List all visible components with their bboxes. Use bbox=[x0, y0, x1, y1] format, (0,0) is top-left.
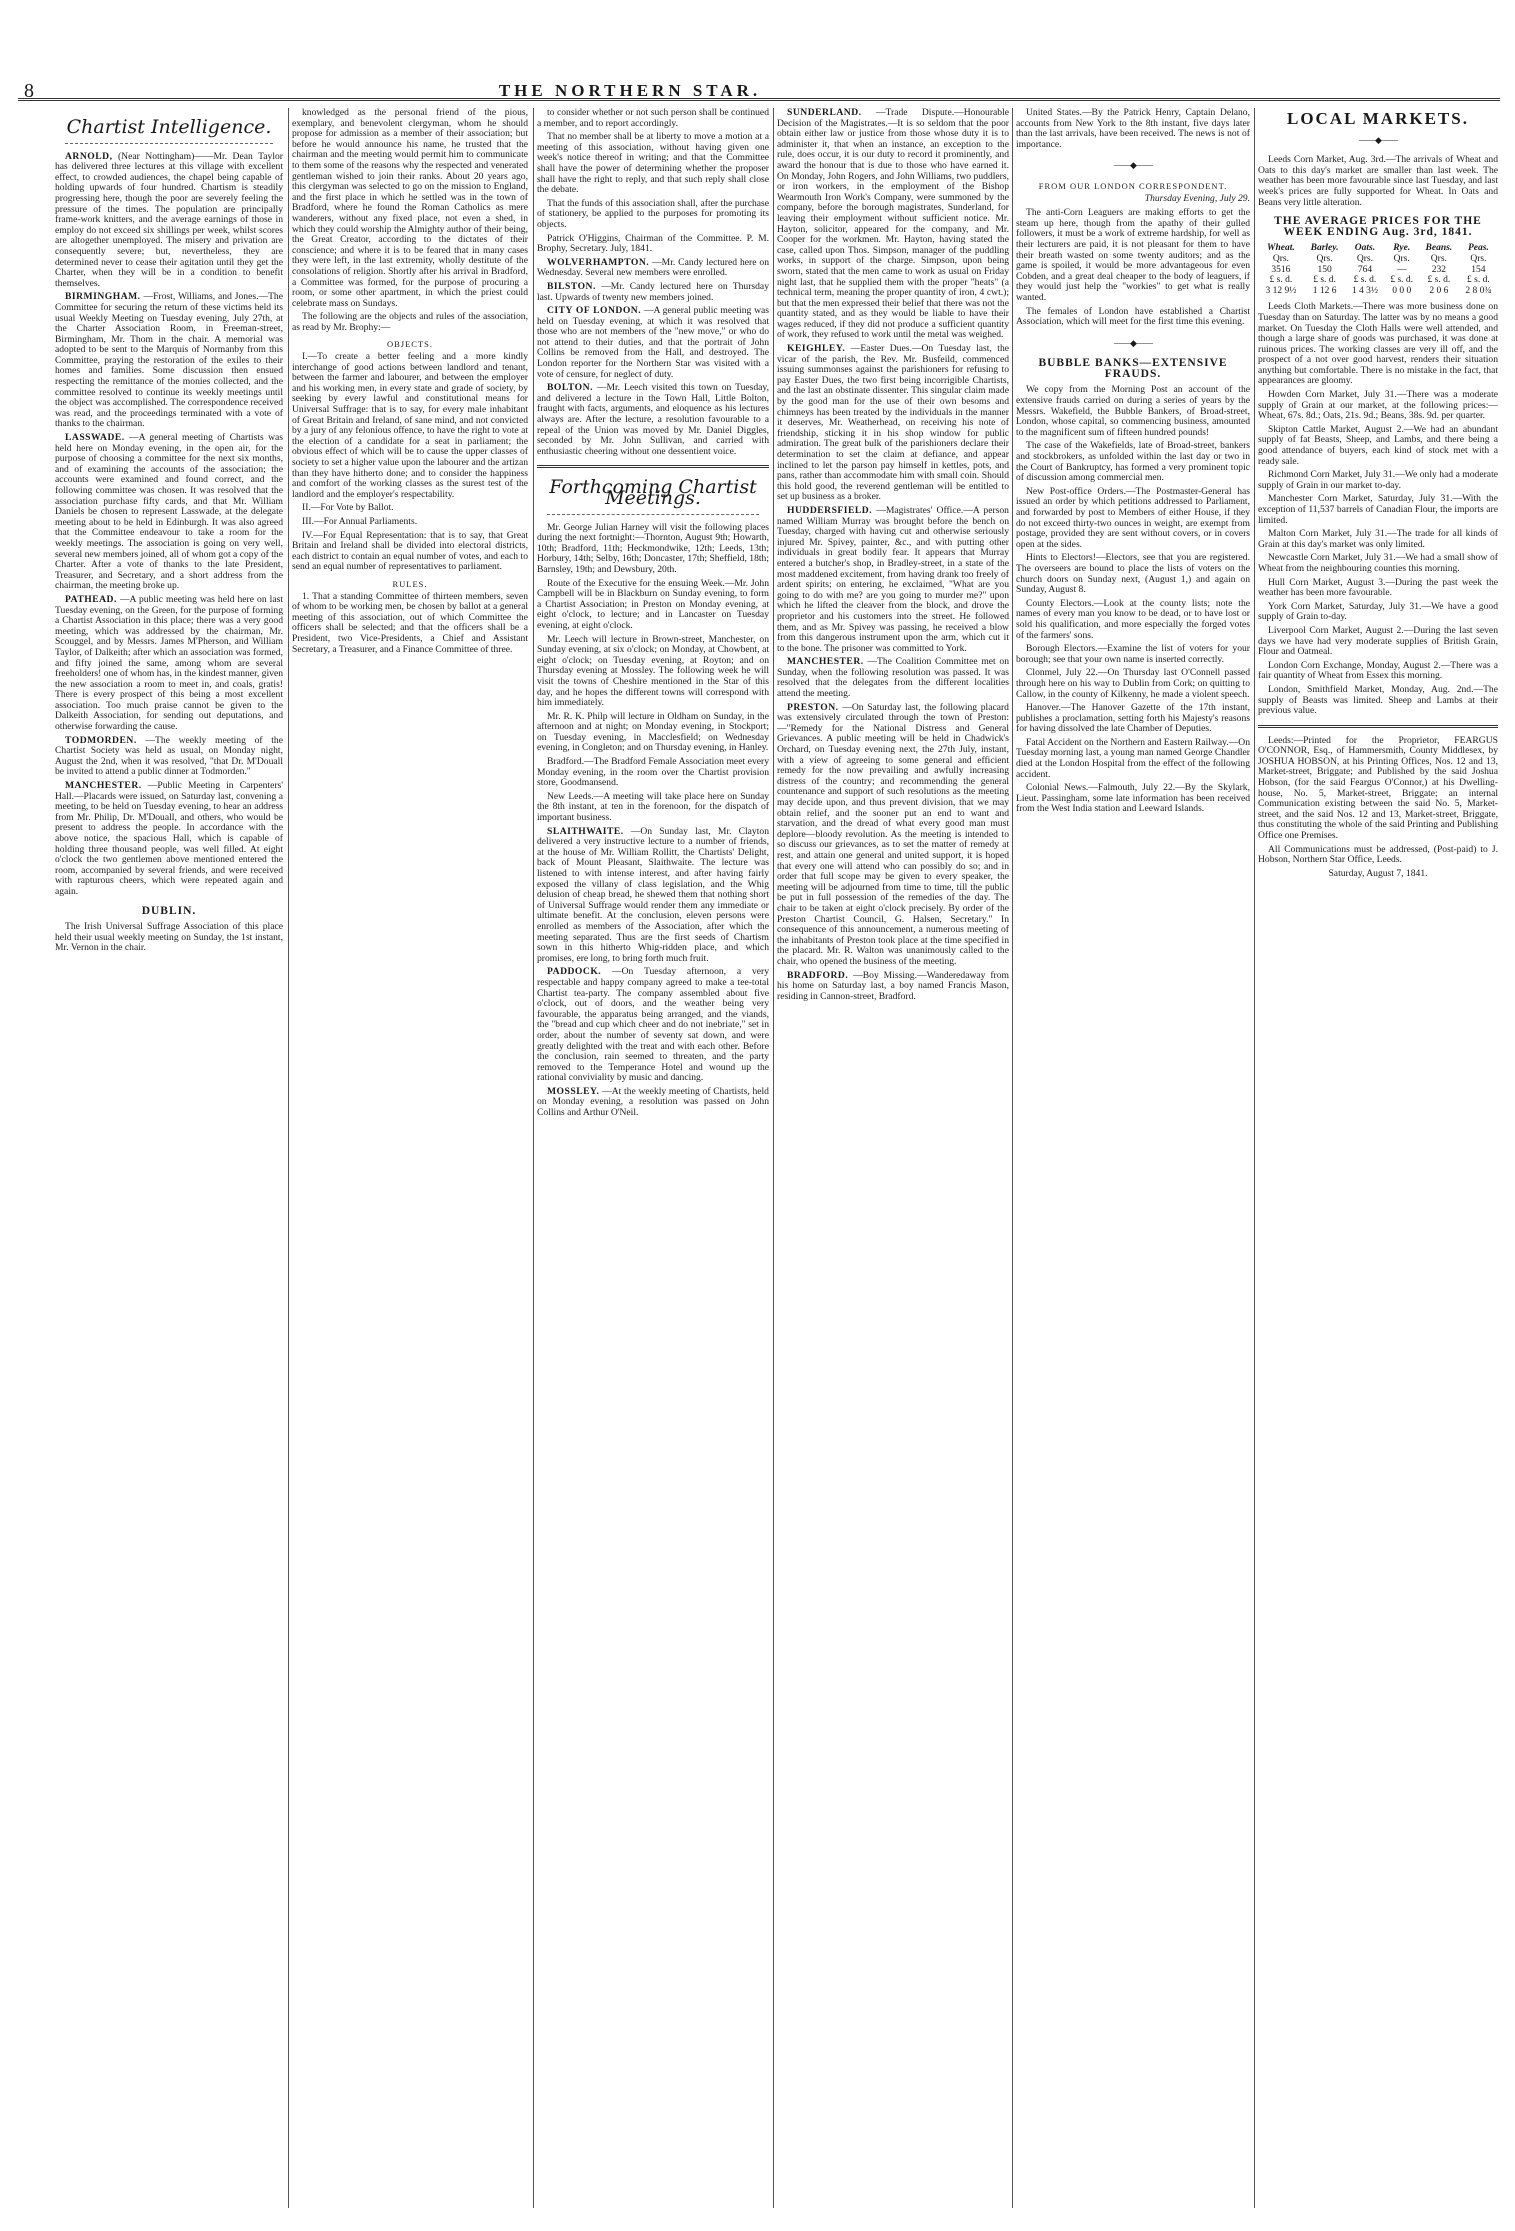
article-paragraph bbox=[1016, 599, 1250, 641]
article-paragraph bbox=[1016, 703, 1250, 735]
article-dateline: BIRMINGHAM. bbox=[65, 291, 141, 303]
ornament-divider: ——◆—— bbox=[1114, 337, 1152, 348]
article-text: Leeds Cloth Markets.—There was more business done on Tuesday than on Saturday. The latter was by no means a good market. On Tuesday the Cloth Halls were well attended, and though a large share of goods was purchased, it was done at ruinous prices. The working classes are very ill off, and the prospect of a not over good harvest, renders their situation anything but comfortable. There is no mistake in the fact, that appearances are gloomy. bbox=[1258, 301, 1498, 387]
article-text: That no member shall be at liberty to move a motion at a meeting of this association, without having given one week's notice thereof in writing; and that the Committee shall have the power of determining whether the proposer shall have the right to reply, and that such reply shall close the debate. bbox=[537, 131, 769, 196]
table-cell: £ s. d. bbox=[1353, 275, 1377, 286]
article-text: —A general meeting of Chartists was held here on Monday evening, in the open air, for the purpose of choosing a committee for the next six months, and of examining the accounts of the association; the accounts were examined and found correct, and the following committee was chosen. It was resolved that the association purchase fifty cards, and that Mr. William Daniels be chosen to represent Lasswade, at the delegate meeting about to be held in Edinburgh. It was also agreed that the Committee endeavour to take a room for the weekly meetings. The association is going on very well, several new members joined, all of whom got a copy of the Charter. After a vote of thanks to the late President, Treasurer, and Secretary, and a short address from the chairman, the meeting broke up. bbox=[55, 432, 283, 592]
table-cell: 1 12 6 bbox=[1312, 285, 1337, 296]
article-paragraph bbox=[537, 712, 769, 754]
table-cell: 0 0 0 bbox=[1392, 285, 1412, 296]
table-cell: Qrs. bbox=[1470, 253, 1487, 264]
article-paragraph bbox=[1258, 302, 1498, 387]
article-paragraph bbox=[537, 792, 769, 824]
article-paragraph bbox=[292, 531, 528, 573]
table-row bbox=[1258, 275, 1498, 286]
article-paragraph bbox=[55, 152, 283, 290]
article-paragraph bbox=[1016, 441, 1250, 483]
article-text: Hull Corn Market, August 3.—During the past week the weather has been more favourable. bbox=[1258, 576, 1498, 599]
article-text: Leeds:—Printed for the Proprietor, FEARGUS O'CONNOR, Esq., of Hammersmith, County Middlesex, by JOSHUA HOBSON, at his Printing Offices, Nos. 12 and 13, Market-street, Briggate; and Published by the said Joshua Hobson, (for the said Feargus O'Connor,) at his Dwelling-house, No. 5, Market-street, Briggate; an internal Communication existing between the said No. 5, Market-street, and the said Nos. 12 and 13, Market-street, Briggate, thus constituting the whole of the said Printing and Publishing Office one Premises. bbox=[1258, 734, 1498, 842]
table-cell: Rye. bbox=[1393, 243, 1411, 254]
article-paragraph bbox=[1016, 738, 1250, 780]
table-cell: £ s. d. bbox=[1390, 275, 1414, 286]
article-text: —Frost, Williams, and Jones.—The Committee for securing the return of these victims held its usual Weekly Meeting on Tuesday evening, July 27th, at the Charter Association Room, in Freeman-street, Birmingham, Mr. Thom in the chair. A memorial was adopted to be sent to the Marquis of Normanby from this Committee, praying the restoration of the exiles to their homes and families. Some discussion then ensued respecting the remittance of the monies collected, and the committee resolved to continue its weekly meetings until the object was accomplished. The correspondence received was read, and the proceedings terminated with a vote of thanks to the chairman. bbox=[55, 291, 283, 430]
article-paragraph bbox=[1258, 736, 1498, 842]
article-text: Skipton Cattle Market, August 2.—We had an abundant supply of fat Beasts, Sheep, and Lambs, and there being a good attendance of buyers, each kind of stock met with a ready sale. bbox=[1258, 423, 1498, 467]
section-heading: Chartist Intelligence. bbox=[66, 116, 272, 138]
article-text: II.—For Vote by Ballot. bbox=[302, 502, 394, 514]
article-text: Borough Electors.—Examine the list of voters for your borough; see that your own name is inserted correctly. bbox=[1016, 643, 1250, 665]
column-divider bbox=[533, 108, 534, 2208]
article-text: Newcastle Corn Market, July 31.—We had a small show of Wheat from the neighbouring counties this morning. bbox=[1258, 552, 1498, 574]
article-text: —A public meeting was held here on last Tuesday evening, on the Green, for the purpose of forming a Chartist Association in this place; there was a very good meeting, which was addressed by the chairman, Mr. Scouggel, and by Messrs. James M'Pherson, and William Taylor, of Dalkeith; after which an association was formed, and fifty joined the same, among whom are several freeholders! one of whom has, in the kindest manner, given the new association a room to meet in, and coals, gratis! There is every prospect of this being a most excellent association. Too much praise cannot be given to the Dalkeith Association, for sending out deputations, and otherwise forwarding the cause. bbox=[55, 593, 283, 733]
article-paragraph bbox=[1016, 783, 1250, 815]
article-text: IV.—For Equal Representation: that is to say, that Great Britain and Ireland shall be divided into electoral districts, each district to contain an equal number of votes, and each to send an equal number of representatives to parliament. bbox=[292, 529, 528, 573]
article-paragraph bbox=[1258, 626, 1498, 658]
article-text: —A general public meeting was held on Tuesday evening, at which it was resolved that those who are not members of the "new move," or who do not attend to their duties, and that the portrait of John Collins be removed from the Hall, and destroyed. The London reporter for the Northern Star was visited with a vote of censure, for neglect of duty. bbox=[537, 305, 769, 380]
article-text: That the funds of this association shall, after the purchase of stationery, be applied to the purposes for promoting its objects. bbox=[537, 197, 769, 230]
article-paragraph bbox=[537, 258, 769, 279]
article-text: Hanover.—The Hanover Gazette of the 17th instant, publishes a proclamation, setting forth his Majesty's reasons for having dissolved the late Chamber of Deputies. bbox=[1016, 702, 1250, 735]
article-paragraph bbox=[777, 506, 1009, 654]
masthead-rule bbox=[18, 98, 1500, 101]
article-paragraph bbox=[1016, 668, 1250, 700]
table-cell: Qrs. bbox=[1316, 253, 1333, 264]
article-paragraph bbox=[292, 108, 528, 309]
subheading: OBJECTS. bbox=[386, 339, 434, 350]
article-dateline: ARNOLD, bbox=[65, 150, 113, 162]
article-paragraph bbox=[1258, 553, 1498, 574]
article-dateline: MANCHESTER. bbox=[787, 656, 864, 668]
article-text: The case of the Wakefields, late of Broad-street, bankers and stockbrokers, as unfolded within the last day or two in the Court of Bankruptcy, has formed a very prominent topic of discussion among commercial men. bbox=[1016, 440, 1250, 484]
article-text: Colonial News.—Falmouth, July 22.—By the Skylark, Lieut. Passingham, some late information has been received from the West India station and Leeward Islands. bbox=[1016, 782, 1250, 815]
article-paragraph bbox=[1016, 553, 1250, 595]
article-text: —The weekly meeting of the Chartist Society was held as usual, on Monday night, August the 2nd, when it was resolved, "that Dr. M'Douall be invited to attend a public dinner at Todmorden." bbox=[55, 734, 283, 778]
article-paragraph bbox=[537, 579, 769, 632]
table-cell: Qrs. bbox=[1430, 253, 1447, 264]
article-paragraph bbox=[292, 312, 528, 333]
article-text: London Corn Exchange, Monday, August 2.—There was a fair quantity of Wheat from Essex this morning. bbox=[1258, 659, 1498, 682]
dashed-rule bbox=[547, 514, 759, 515]
table-cell: Peas. bbox=[1467, 243, 1489, 254]
table-cell: £ s. d. bbox=[1427, 275, 1451, 286]
table-cell: Beans. bbox=[1425, 243, 1453, 254]
table-cell: Qrs. bbox=[1393, 253, 1410, 264]
table-cell: Oats. bbox=[1354, 243, 1376, 254]
article-text: knowledged as the personal friend of the pious, exemplary, and benevolent clergyman, whom he should propose for admission as a member of their association; but before he would announce his name, he trusted that the chairman and the meeting would permit him to communicate to them some of the reasons why the respected and venerated gentleman wished to join their ranks. About 20 years ago, this clergyman was selected to go on the mission to England, and the first place in which he settled was in the town of Bradford, where he found the Roman Catholics as mere wanderers, without any fixed place, not even a shed, in which they could worship the Almighty author of their being, the Great Creator, according to the dictates of their conscience; and where it is to be feared that in many cases they were left, in the last extremity, wholly destitute of the consolations of religion. Shortly after his arrival in Bradford, a Committee was formed, for the purpose of procuring a room, or some other apartment, in which the priest could celebrate mass on Sundays. bbox=[292, 108, 528, 309]
issue-date: Saturday, August 7, 1841. bbox=[1328, 867, 1428, 879]
table-cell: Qrs. bbox=[1356, 253, 1373, 264]
article-text: —At the weekly meeting of Chartists, held on Monday evening, a resolution was passed on John Collins and Arthur O'Neil. bbox=[537, 1085, 769, 1119]
article-text: Mr. Leech will lecture in Brown-street, Manchester, on Sunday evening, at six o'clock; on Monday, at Chowbent, at eight o'clock; on Tuesday evening, at Royton; and on Thursday evening at Mossley. The following week he will visit the towns of Cheshire mentioned in the Star of this day, and he hopes the different towns will correspond with him immediately. bbox=[537, 633, 769, 709]
article-text: III.—For Annual Parliaments. bbox=[302, 515, 418, 527]
table-cell: — bbox=[1396, 264, 1407, 275]
table-cell: £ s. d. bbox=[1467, 275, 1490, 286]
article-paragraph bbox=[1258, 494, 1498, 526]
article-paragraph bbox=[777, 344, 1009, 503]
article-dateline: CITY OF LONDON. bbox=[547, 305, 642, 317]
article-paragraph bbox=[55, 292, 283, 430]
article-paragraph bbox=[1258, 578, 1498, 599]
article-text: —On Saturday last, the following placard was extensively circulated through the town of Preston:—"Remedy for the National Distress and General Grievances. A public meeting will be held in Chadwick's Orchard, on Tuesday evening next, the 27th July, instant, with a view of agreeing to some general and efficient remedy for the now prevailing and awfully increasing distress of the country; and recommending the general countenance and support of such resolutions as the meeting may decide upon, and thus prevent division, that we may obtain relief, and the sooner put an end to want and starvation, and the dread of what every good man must deplore—bloody revolution. As the meeting is intended to so discuss our grievances, as to set the matter of remedy at rest, and attain one general and united support, it is hoped that every one will attend who can possibly do so; and in order that full scope may be given to every speaker, the meeting will be adjourned from time to time, till the public be put in full possession of the remedies of the day. The chair to be taken at eight o'clock precisely. By order of the Preston Chartist Council, G. Halsen, Secretary." In consequence of this announcement, a numerous meeting of the inhabitants of Preston took place at the time specified in the placard. Mr. R. Walton was unanimously called to the chair, who opened the business of the meeting. bbox=[777, 701, 1009, 967]
double-rule bbox=[537, 465, 769, 468]
article-text: I.—To create a better feeling and a more kindly interchange of good actions between landlord and tenant, between the farmer and labourer, and between the employer and his working men, in every state and grade of society, by seeking by every lawful and constitutional means for Universal Suffrage: that is to say, for every male inhabitant of Great Britain and Ireland, of sane mind, and not convicted by a jury of any felonious offence, to have the right to vote at the election of a candidate for a seat in parliament; the obvious effect of which will be to cause the upper classes of society to set a higher value upon the labourer and the artizan than they have hitherto done; and to consider the happiness and comfort of the working classes as the surest test of the landlord and the employer's respectability. bbox=[292, 351, 528, 500]
article-paragraph bbox=[292, 503, 528, 514]
section-heading: Forthcoming Chartist Meetings. bbox=[549, 476, 757, 509]
article-text: Mr. George Julian Harney will visit the following places during the next fortnight:—Thornton, August 9th; Howarth, 10th; Bradford, 11th; Heckmondwike, 12th; Leeds, 13th; Horbury, 14th; Selby, 16th; Doncaster, 17th; Sheffield, 18th; Barnsley, 19th; and Dewsbury, 20th. bbox=[537, 521, 769, 575]
ornament-divider: ——◆—— bbox=[1359, 134, 1397, 145]
article-text: to consider whether or not such person shall be continued a member, and to report accordingly. bbox=[537, 108, 769, 129]
article-paragraph bbox=[1258, 425, 1498, 467]
article-text: (Near Nottingham)——Mr. Dean Taylor has delivered three lectures at this village with excellent effect, to crowded audiences, the chapel being capable of holding upwards of four hundred. Chartism is steadily progressing here, though the poor are severely feeling the pressure of the times. The population are principally frame-work knitters, and the average earnings of those in employ do not exceed six shillings per week, whilst scores are altogether unemployed. The misery and privation are consequently severe; but, nevertheless, they are determined never to cease their agitation until they get the Charter, when they will be in a condition to benefit themselves. bbox=[55, 150, 283, 289]
article-paragraph bbox=[1258, 529, 1498, 550]
article-paragraph bbox=[1016, 208, 1250, 303]
article-paragraph bbox=[1258, 155, 1498, 208]
table-row bbox=[1258, 254, 1498, 265]
column-divider bbox=[1012, 108, 1013, 2208]
article-text: Manchester Corn Market, Saturday, July 31.—With the exception of 11,537 barrels of Canadian Flour, the imports are limited. bbox=[1258, 493, 1498, 526]
article-paragraph bbox=[537, 282, 769, 303]
table-cell: 232 bbox=[1431, 264, 1446, 275]
article-paragraph bbox=[292, 352, 528, 500]
table-cell: £ s. d. bbox=[1269, 275, 1293, 286]
table-cell: 3 12 9½ bbox=[1265, 285, 1297, 296]
article-paragraph bbox=[1258, 602, 1498, 623]
table-row bbox=[1258, 243, 1498, 254]
article-headline: THE AVERAGE PRICES FOR THE WEEK ENDING Aug. 3rd, 1841. bbox=[1274, 215, 1482, 238]
column-3 bbox=[537, 108, 769, 2208]
article-text: Route of the Executive for the ensuing Week.—Mr. John Campbell will be in Blackburn on Sunday evening, to form a Chartist Association; in Preston on Monday evening, at eight o'clock, to lecture; and in Lancaster on Tuesday evening, at eight o'clock. bbox=[537, 577, 769, 631]
article-dateline: PADDOCK. bbox=[547, 966, 602, 978]
table-cell: Wheat. bbox=[1267, 243, 1295, 254]
article-paragraph bbox=[1016, 307, 1250, 328]
article-paragraph bbox=[55, 433, 283, 592]
article-text: United States.—By the Patrick Henry, Captain Delano, accounts from New York to the 8th instant, five days later than the last arrivals, have been received. The news is not of importance. bbox=[1016, 108, 1250, 150]
article-text: The females of London have established a Chartist Association, which will meet for the first time this evening. bbox=[1016, 305, 1250, 328]
column-6 bbox=[1258, 108, 1498, 2208]
article-text: Liverpool Corn Market, August 2.—During the last seven days we have had very moderate supplies of British Grain, Flour and Oatmeal. bbox=[1258, 624, 1498, 658]
article-paragraph bbox=[537, 523, 769, 576]
column-2 bbox=[292, 108, 528, 2208]
article-text: —Magistrates' Office.—A person named William Murray was brought before the bench on Tuesday, charged with having cut and otherwise seriously injured Mr. Spivey, painter, &c., and with putting other individuals in great bodily fear. It appears that Murray entered a butcher's shop, in Bradley-street, in a state of the most maddened excitement, from having drank too freely of ardent spirits; on entering, he exclaimed, "What are you going to do with me? are you going to murder me?" upon which he lifted the cleaver from the block, and drove the proprietor and his customers into the street. He followed them, and as Mr. Spivey was passing, he received a blow from this dangerous instrument upon the arm, which cut it to the bone. The prisoner was committed to York. bbox=[777, 504, 1009, 654]
article-paragraph bbox=[55, 736, 283, 778]
article-paragraph bbox=[537, 199, 769, 231]
article-paragraph bbox=[1016, 644, 1250, 665]
table-row bbox=[1258, 286, 1498, 297]
article-text: —Public Meeting in Carpenters' Hall.—Placards were issued, on Saturday last, convening a meeting, to be held on Tuesday evening, to hear an address from Mr. Philip, Dr. M'Douall, and others, who would be present to address the people. In accordance with the above notice, the spacious Hall, which is capable of holding three thousand people, was well filled. At eight o'clock the two gentlemen above mentioned entered the room, accompanied by several friends, and were received with rapturous cheers, which were repeated again and again. bbox=[55, 780, 283, 897]
article-text: York Corn Market, Saturday, July 31.—We have a good supply of Grain to-day. bbox=[1258, 600, 1498, 623]
article-paragraph bbox=[1258, 661, 1498, 682]
article-text: 1. That a standing Committee of thirteen members, seven of whom to be working men, be chosen by ballot at a general meeting of this association, out of which Committee the officers shall be selected; and that the officers shall be a President, two Vice-Presidents, a Chief and Assistant Secretary, a Treasurer, and a Finance Committee of three. bbox=[292, 590, 528, 655]
article-paragraph bbox=[1258, 845, 1498, 866]
article-text: —Trade Dispute.—Honourable Decision of the Magistrates.—It is so seldom that the poor obtain either law or justice from those whose duty it is to administer it, that when an instance, an exception to the rule, does occur, it is our duty to record it prominently, and award the honour that is due to those who have earned it. On Monday, John Rogers, and John Williams, two puddlers, or iron workers, in the employment of the Bishop Wearmouth Iron Work's Company, were summoned by the company, before the borough magistrates, Sunderland, for leaving their employment without sufficient notice. Mr. Hayton, solicitor, appeared for the company, and Mr. Cooper for the workmen. Mr. Hayton, having stated the case, called upon Thos. Simpson, manager of the puddling works, in support of the charge. Simpson, upon being sworn, stated that the men came to work as usual on Friday night last, that he supplied them with the proper "heats" (a technical term, meaning the proper quantity of iron, 4 cwt.); but that the men expressed their belief that there was not the quantity stated, and as they would be liable to have their wages reduced, if they did not produce a sufficient quantity of work, they refused to work until the metal was weighed. bbox=[777, 108, 1009, 341]
article-dateline: BOLTON. bbox=[547, 382, 593, 394]
article-dateline: SUNDERLAND. bbox=[787, 108, 862, 118]
article-paragraph bbox=[1016, 487, 1250, 551]
article-paragraph bbox=[1016, 385, 1250, 438]
article-text: —Mr. Leech visited this town on Tuesday, and delivered a lecture in the Town Hall, Little Bolton, fraught with facts, arguments, and eloquence as his lectures always are. After the lecture, a resolution favourable to a repeal of the Union was moved by Mr. Daniel Diggles, seconded by Mr. John Sullivan, and carried with enthusiastic cheering without one dessentient voice. bbox=[537, 382, 769, 457]
newspaper-title: THE NORTHERN STAR. bbox=[498, 81, 762, 100]
article-text: Fatal Accident on the Northern and Eastern Railway.—On Tuesday morning last, a young man named George Chandler died at the London Hospital from the effect of the following accident. bbox=[1016, 736, 1250, 780]
article-dateline: MOSSLEY. bbox=[547, 1085, 600, 1097]
article-text: —On Sunday last, Mr. Clayton delivered a very instructive lecture to a number of friends, at the house of Mr. William Rollitt, the Chartists' Delight, back of Mount Pleasant, Slaithwaite. The lecture was listened to with intense interest, and after having fairly exposed the villany of class legislation, and the Whig delusion of cheap bread, he shewed them that nothing short of Universal Suffrage would render them any immediate or ultimate benefit. At the conclusion, eleven persons were enrolled as members of the Association, after which the meeting separated. Thus are the first seeds of Chartism sown in this hitherto Whig-ridden place, and which promises, ere long, to bring forth much fruit. bbox=[537, 825, 769, 964]
column-5 bbox=[1016, 108, 1250, 2208]
dashed-rule bbox=[65, 143, 273, 144]
column-divider bbox=[773, 108, 774, 2208]
article-dateline: WOLVERHAMPTON. bbox=[547, 256, 650, 268]
column-4 bbox=[777, 108, 1009, 2208]
article-text: We copy from the Morning Post an account of the extensive frauds carried on during a series of years by the Messrs. Wakefield, the Bubble Bankers, of Broad-street, London, whose capital, so commencing business, amounted to the magnificent sum of fifteen hundred pounds! bbox=[1016, 384, 1250, 438]
article-dateline: BRADFORD. bbox=[787, 969, 849, 981]
article-headline: BUBBLE BANKS—EXTENSIVE FRAUDS. bbox=[1038, 357, 1228, 380]
article-text: London, Smithfield Market, Monday, Aug. 2nd.—The supply of Beasts was limited. Sheep and Lambs at their previous value. bbox=[1258, 683, 1498, 717]
double-rule bbox=[1258, 725, 1498, 728]
article-paragraph bbox=[777, 703, 1009, 968]
ornament-divider: ——◆—— bbox=[1114, 160, 1152, 171]
article-paragraph bbox=[537, 108, 769, 129]
table-row bbox=[1258, 265, 1498, 276]
article-text: Leeds Corn Market, Aug. 3rd.—The arrivals of Wheat and Oats to this day's market are smaller than last week. The weather has been more favourable since last Tuesday, and last week's prices are fully supported for Wheat. In Oats and Beans very little alteration. bbox=[1258, 154, 1498, 208]
article-text: —On Tuesday afternoon, a very respectable and happy company agreed to make a tee-total Chartist tea-party. The company assembled about five o'clock, out of doors, and the weather being very favourable, the apparatus being arranged, and the viands, the "bread and cup which cheer and do not inebriate," set in order, about the number of seventy sat down, and were greatly delighted with the treat and with each other. Before the conclusion, rain seemed to threaten, and the party removed to the Temperance Hotel and wound up the rational conviviality by music and dancing. bbox=[537, 966, 769, 1084]
article-headline: DUBLIN. bbox=[141, 904, 197, 917]
article-paragraph bbox=[777, 971, 1009, 1003]
table-cell: 764 bbox=[1357, 264, 1373, 275]
article-paragraph bbox=[55, 595, 283, 733]
article-paragraph bbox=[292, 592, 528, 656]
article-text: —Mr. Candy lectured here on Wednesday. Several new members were enrolled. bbox=[537, 256, 769, 279]
article-dateline: HUDDERSFIELD. bbox=[787, 504, 873, 516]
article-text: —The Coalition Committee met on Sunday, when the following resolution was passed. It was resolved that the delegates from the different localities attend the meeting. bbox=[777, 656, 1009, 700]
column-1 bbox=[55, 108, 283, 2208]
article-paragraph bbox=[55, 922, 283, 954]
article-dateline: PRESTON. bbox=[787, 701, 839, 713]
section-heading: LOCAL MARKETS. bbox=[1287, 109, 1469, 128]
subheading: RULES. bbox=[392, 578, 428, 589]
average-prices-table bbox=[1258, 243, 1498, 296]
article-text: Clonmel, July 22.—On Thursday last O'Connell passed through here on his way to Dublin from Cork; on quitting to Callow, in the county of Kilkenny, he made a violent speech. bbox=[1016, 667, 1250, 700]
article-text: All Communications must be addressed, (Post-paid) to J. Hobson, Northern Star Office, Leeds. bbox=[1258, 843, 1498, 866]
article-text: Malton Corn Market, July 31.—The trade for all kinds of Grain at this day's market was only limited. bbox=[1258, 528, 1498, 550]
article-dateline: TODMORDEN. bbox=[65, 734, 137, 746]
article-dateline: PATHEAD. bbox=[65, 593, 117, 605]
article-text: —Mr. Candy lectured here on Thursday last. Upwards of twenty new members joined. bbox=[537, 280, 769, 303]
table-cell: £ s. d. bbox=[1313, 275, 1336, 286]
column-divider bbox=[1254, 108, 1255, 2208]
article-paragraph bbox=[537, 383, 769, 457]
page-number: 8 bbox=[24, 80, 34, 102]
article-text: Richmond Corn Market, July 31.—We only had a moderate supply of Grain in our market to-day. bbox=[1258, 469, 1498, 491]
article-paragraph bbox=[55, 781, 283, 898]
article-text: The anti-Corn Leaguers are making efforts to get the steam up here, though from the apathy of their gulled followers, it must be a work of extreme hardship, for well as their lecturers are paid, it is not pleasant for them to have their breath wasted on some twenty auditors; and as the game is spoiled, it would be more advantageous for even Cobden, and a great deal cheaper to the body of leaguers, if they would just help the "workies" to get what is really wanted. bbox=[1016, 207, 1250, 303]
article-paragraph bbox=[1258, 390, 1498, 422]
article-text: The Irish Universal Suffrage Association of this place held their usual weekly meeting on Sunday, the 1st instant, Mr. Vernon in the chair. bbox=[55, 921, 283, 954]
article-dateline: SLAITHWAITE. bbox=[547, 825, 624, 837]
article-paragraph bbox=[537, 967, 769, 1084]
article-dateline: LASSWADE. bbox=[65, 432, 125, 444]
article-text: Mr. R. K. Philp will lecture in Oldham on Sunday, in the afternoon and at night; on Monday evening, in Stockport; on Tuesday evening, in Macclesfield; on Wednesday evening, in Congleton; and on Thursday evening, in Hanley. bbox=[537, 710, 769, 754]
article-paragraph bbox=[537, 757, 769, 789]
article-paragraph bbox=[537, 827, 769, 965]
article-dateline: MANCHESTER. bbox=[65, 780, 142, 792]
table-cell: 1 4 3½ bbox=[1351, 285, 1378, 296]
article-paragraph bbox=[537, 1087, 769, 1119]
article-paragraph bbox=[777, 108, 1009, 341]
dateline: Thursday Evening, July 29. bbox=[1144, 192, 1250, 204]
article-paragraph bbox=[1016, 108, 1250, 150]
article-text: —Boy Missing.—Wanderedaway from his home on Saturday last, a boy named Francis Mason, residing in Cannon-street, Bradford. bbox=[777, 969, 1009, 1002]
article-text: Bradford.—The Bradford Female Association meet every Monday evening, in the room over the Chartist provision store, Goodmansend. bbox=[537, 756, 769, 789]
table-cell: 2 8 0¾ bbox=[1465, 285, 1492, 296]
article-paragraph bbox=[292, 517, 528, 528]
article-text: Hints to Electors!—Electors, see that you are registered. The overseers are bound to place the lists of voters on the church doors on Sunday next, (August 1,) and again on Sunday, August 8. bbox=[1016, 552, 1250, 596]
table-cell: 3516 bbox=[1271, 264, 1291, 275]
table-cell: Barley. bbox=[1310, 243, 1339, 254]
article-text: Howden Corn Market, July 31.—There was a moderate supply of Grain at our market, at the following prices:—Wheat, 67s. 8d.; Oats, 21s. 9d.; Beans, 38s. 9d. per quarter. bbox=[1258, 389, 1498, 422]
article-paragraph bbox=[1258, 470, 1498, 491]
table-cell: 2 0 6 bbox=[1429, 285, 1449, 296]
article-paragraph bbox=[537, 132, 769, 196]
subheading: FROM OUR LONDON CORRESPONDENT. bbox=[1038, 180, 1228, 191]
article-paragraph bbox=[537, 306, 769, 380]
table-cell: 150 bbox=[1317, 264, 1332, 275]
article-paragraph bbox=[1258, 685, 1498, 717]
article-dateline: BILSTON. bbox=[547, 280, 596, 292]
article-text: —Easter Dues.—On Tuesday last, the vicar of the parish, the Rev. Mr. Busfeild, commenced issuing summonses against the parishioners for refusing to pay Easter Dues, the two first being incorrigible Chartists, and the last an obstinate dissenter. This singular claim made by the good man for the use of their own besoms and chimneys has been treated by the individuals in the manner it deserves, Mr. Weatherhead, on receiving his note of friendship, sticking it in his shop window for public admiration. The great bulk of the parishioners declare their determination to set the claim at defiance, and appear inclined to let the parson pay himself in kettles, pots, and pans, rather than accommodate him with small coin. Should this hold good, the reverend gentleman will be entitled to set up business as a broker. bbox=[777, 343, 1009, 503]
article-text: New Post-office Orders.—The Postmaster-General has issued an order by which petitions addressed to Parliament, and forwarded by post to Members of either House, if they do not exceed thirty-two ounces in weight, are exempt from postage, provided they are sent without covers, or in covers open at the sides. bbox=[1016, 485, 1250, 550]
article-text: Patrick O'Higgins, Chairman of the Committee. P. M. Brophy, Secretary. July, 1841. bbox=[537, 232, 769, 255]
table-cell: Qrs. bbox=[1272, 253, 1289, 264]
article-paragraph bbox=[537, 635, 769, 709]
article-paragraph bbox=[777, 657, 1009, 699]
article-text: County Electors.—Look at the county lists; note the names of every man you know to be dead, or to have lost or sold his qualification, and more especially the forged votes of the farmers' sons. bbox=[1016, 597, 1250, 641]
article-dateline: KEIGHLEY. bbox=[787, 343, 846, 355]
table-cell: 154 bbox=[1471, 264, 1486, 275]
column-divider bbox=[288, 108, 289, 2208]
article-text: New Leeds.—A meeting will take place here on Sunday the 8th instant, at ten in the forenoon, for the dispatch of important business. bbox=[537, 790, 769, 824]
article-text: The following are the objects and rules of the association, as read by Mr. Brophy:— bbox=[292, 311, 528, 333]
article-paragraph bbox=[537, 234, 769, 255]
